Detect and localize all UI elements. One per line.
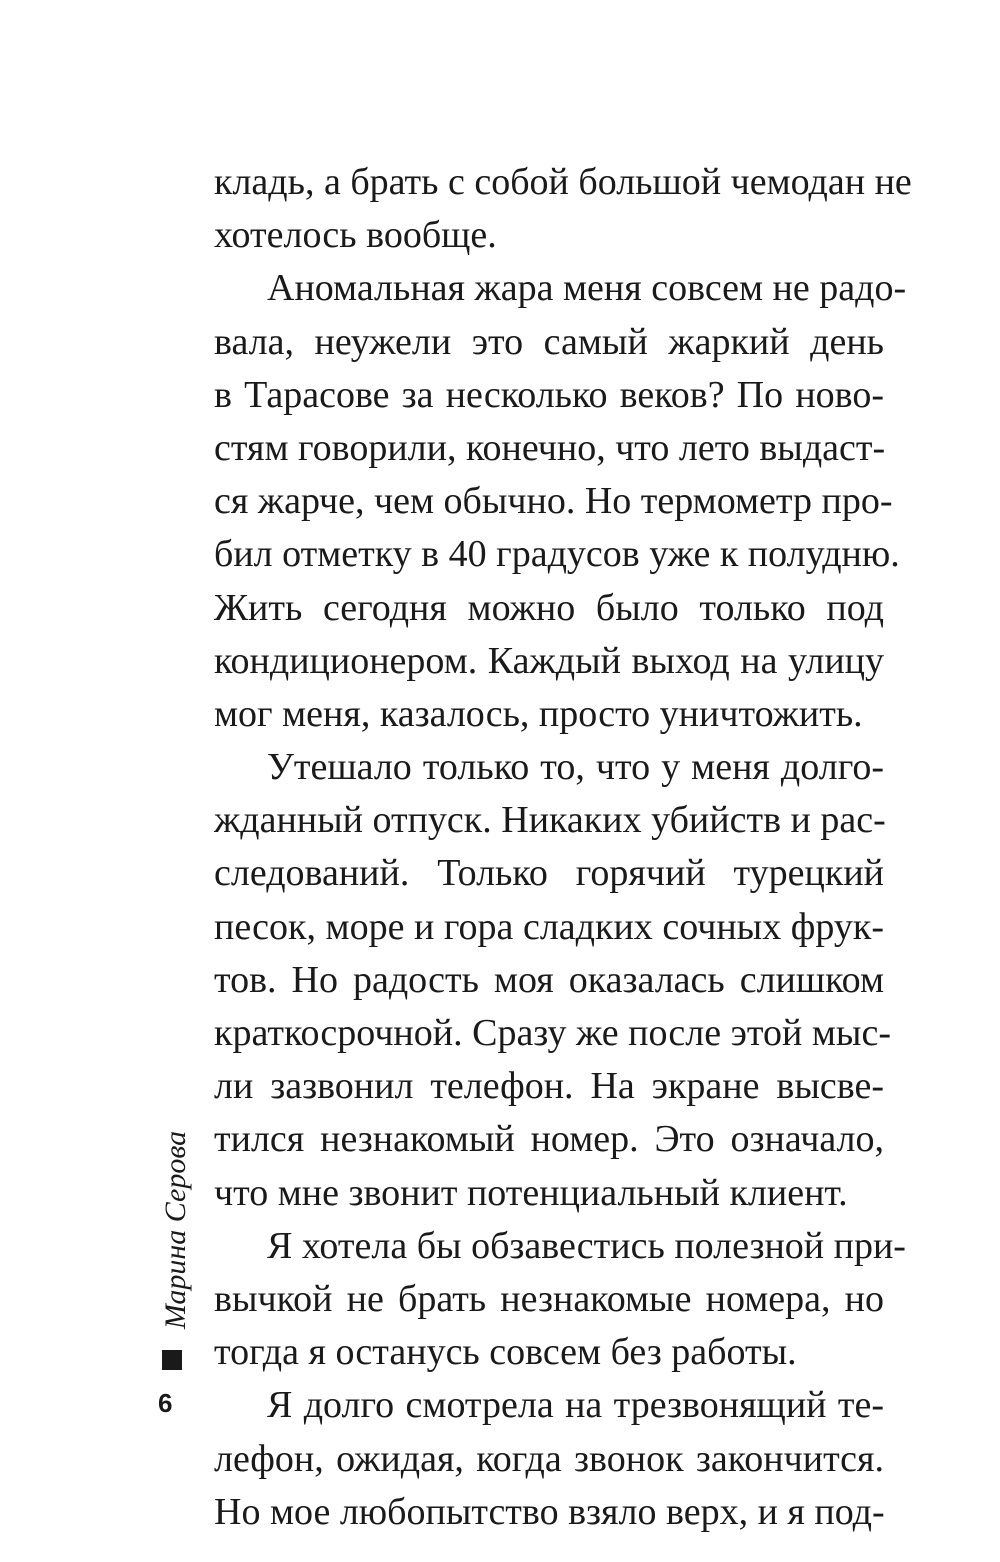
text-line: тился незнакомый номер. Это означало, <box>214 1118 884 1161</box>
running-head-author: Марина Серова <box>159 1130 192 1330</box>
paragraph-first-line: Я долго смотрела на трезвонящий те- <box>267 1384 884 1427</box>
text-line: кондиционером. Каждый выход на улицу <box>214 639 884 682</box>
paragraph-end-line: тогда я останусь совсем без работы. <box>214 1331 797 1374</box>
text-line: Жить сегодня можно было только под <box>214 586 884 629</box>
paragraph-first-line: Утешало только то, что у меня долго- <box>267 746 884 789</box>
body-text <box>214 156 912 1539</box>
text-line: песок, море и гора сладких сочных фрук- <box>214 905 884 948</box>
text-line: кладь, а брать с собой большой чемодан не <box>214 161 912 203</box>
text-line: вала, неужели это самый жаркий день <box>214 320 884 363</box>
paragraph-end-line: хотелось вообще. <box>214 214 497 257</box>
text-line: вычкой не брать незнакомые номера, но <box>214 1277 884 1320</box>
text-line: следований. Только горячий турецкий <box>214 852 884 895</box>
text-line: жданный отпуск. Никаких убийств и рас- <box>214 799 886 842</box>
paragraph-first-line: Я хотела бы обзавестись полезной при- <box>267 1224 906 1267</box>
text-line: в Тарасове за несколько веков? По ново- <box>214 373 884 416</box>
square-bullet-icon <box>162 1350 182 1370</box>
text-line: тов. Но радость моя оказалась слишком <box>214 958 884 1001</box>
paragraph-first-line: Аномальная жара меня совсем не радо- <box>267 267 907 310</box>
text-line: Но мое любопытство взяло верх, и я под- <box>214 1490 885 1533</box>
paragraph-end-line: что мне звонит потенциальный клиент. <box>214 1171 848 1214</box>
text-line: краткосрочной. Сразу же после этой мыс- <box>214 1012 891 1054</box>
text-line: бил отметку в 40 градусов уже к полудню. <box>214 533 900 576</box>
text-line: ся жарче, чем обычно. Но термометр про- <box>214 480 893 523</box>
text-line: ли зазвонил телефон. На экране высве- <box>214 1065 884 1108</box>
text-line: лефон, ожидая, когда звонок закончится. <box>214 1437 884 1480</box>
page-number: 6 <box>158 1388 173 1418</box>
paragraph-end-line: мог меня, казалось, просто уничтожить. <box>214 692 863 735</box>
text-line: стям говорили, конечно, что лето выдаст- <box>214 426 886 469</box>
